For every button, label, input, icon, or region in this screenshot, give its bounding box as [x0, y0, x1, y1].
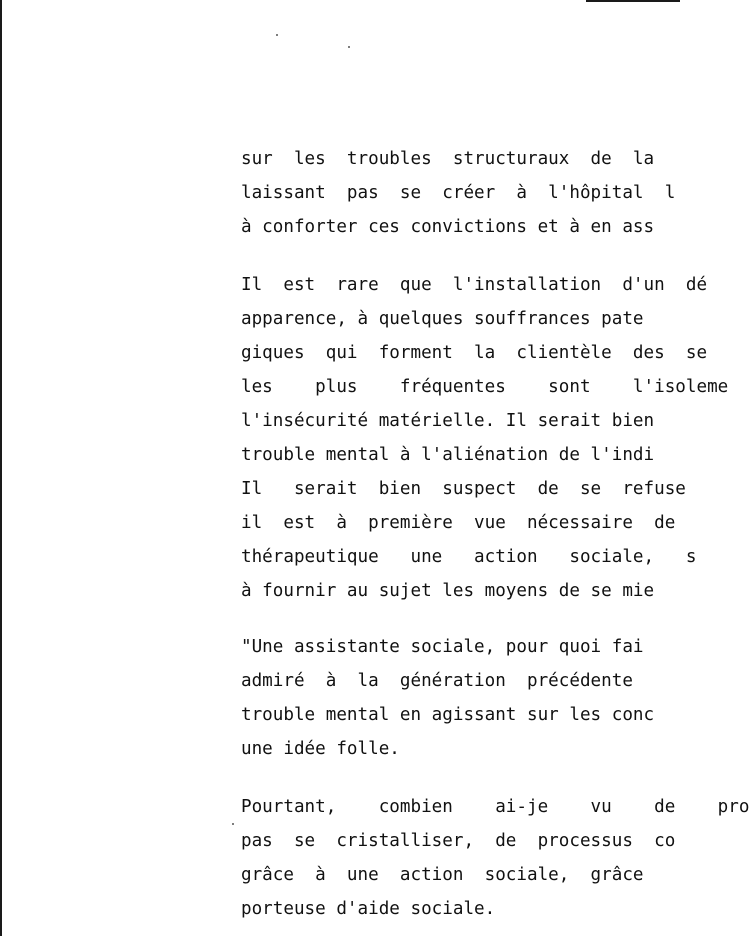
- text-line: il est à première vue nécessaire de: [241, 513, 676, 533]
- text-line: grâce à une action sociale, grâce: [241, 865, 644, 885]
- scan-speck: [348, 46, 350, 48]
- text-line: l'insécurité matérielle. Il serait bien: [241, 411, 655, 431]
- text-line: une idée folle.: [241, 739, 400, 759]
- text-line: pas se cristalliser, de processus co: [241, 831, 676, 851]
- text-line: sur les troubles structuraux de la: [241, 149, 655, 169]
- text-line: Pourtant, combien ai-je vu de pro: [241, 797, 749, 817]
- text-line: à fournir au sujet les moyens de se mie: [241, 581, 655, 601]
- text-line: thérapeutique une action sociale, s: [241, 547, 697, 567]
- text-line: trouble mental à l'aliénation de l'indi: [241, 445, 655, 465]
- text-line: admiré à la génération précédente: [241, 671, 633, 691]
- text-line: apparence, à quelques souffrances pate: [241, 309, 644, 329]
- text-line: à conforter ces convictions et à en ass: [241, 217, 655, 237]
- scan-speck: [232, 823, 234, 825]
- text-line: Il serait bien suspect de se refuse: [241, 479, 686, 499]
- text-line: porteuse d'aide sociale.: [241, 899, 496, 919]
- scan-speck: [276, 34, 278, 36]
- text-line: Il est rare que l'installation d'un dé: [241, 275, 708, 295]
- text-line: "Une assistante sociale, pour quoi fai: [241, 637, 644, 657]
- text-line: trouble mental en agissant sur les conc: [241, 705, 655, 725]
- text-line: laissant pas se créer à l'hôpital l: [241, 183, 676, 203]
- page-left-edge: [0, 0, 2, 936]
- page-top-rule: [586, 0, 680, 2]
- text-line: giques qui forment la clientèle des se: [241, 343, 708, 363]
- text-line: les plus fréquentes sont l'isoleme: [241, 377, 729, 397]
